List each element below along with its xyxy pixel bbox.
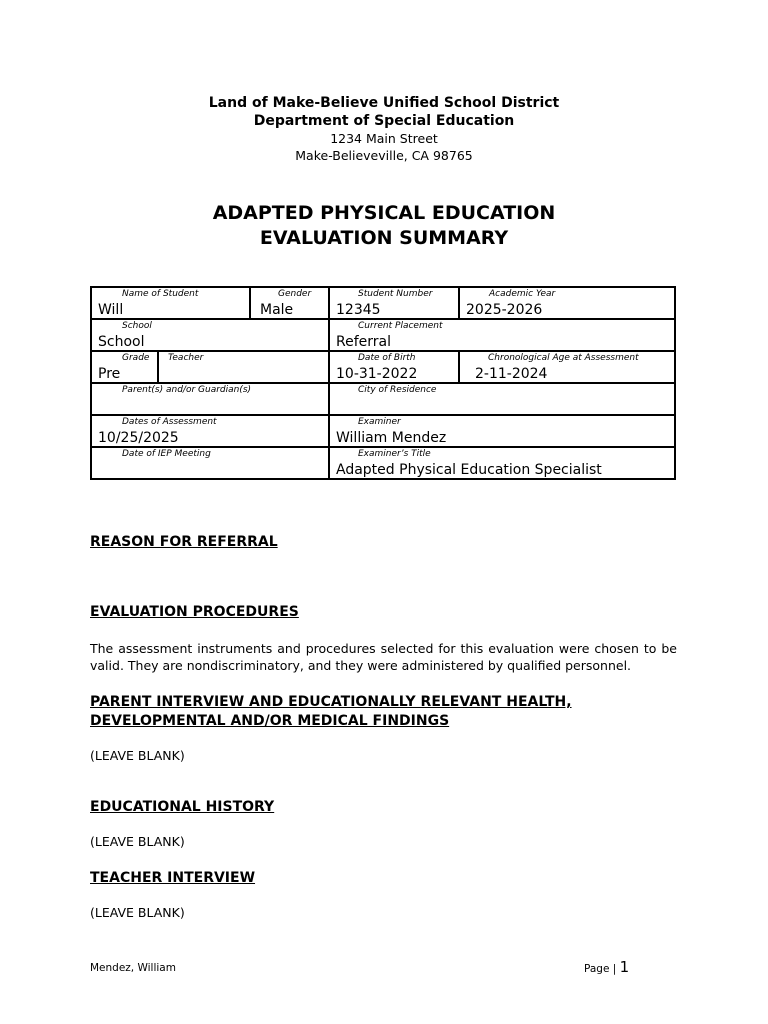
- placement-label: Current Placement: [358, 321, 443, 331]
- grade-teacher-cell: [91, 351, 329, 383]
- teacher-interview-text: (LEAVE BLANK): [90, 905, 185, 920]
- examiner-title-label: Examiner’s Title: [358, 449, 431, 459]
- age-label: Chronological Age at Assessment: [488, 353, 639, 363]
- dob-label: Date of Birth: [358, 353, 416, 363]
- evaluation-procedures-heading: EVALUATION PROCEDURES: [90, 604, 299, 620]
- student-info-table: [90, 286, 676, 480]
- student-number-cell: [329, 287, 459, 319]
- parents-cell: [91, 383, 329, 415]
- document-title: [0, 201, 768, 251]
- residence-cell: [329, 383, 675, 415]
- placement-cell: [329, 319, 675, 351]
- age-value: 2-11-2024: [475, 366, 548, 382]
- page-number: 1: [619, 958, 630, 976]
- page-label: Page |: [584, 963, 617, 975]
- city-address: Make-Believeville, CA 98765: [295, 148, 473, 163]
- district-name: Land of Make-Believe Unified School District: [208, 95, 560, 111]
- educational-history-text: (LEAVE BLANK): [90, 834, 185, 849]
- examiner-value: William Mendez: [336, 430, 447, 446]
- iep-meeting-label: Date of IEP Meeting: [122, 449, 211, 459]
- department-name: Department of Special Education: [253, 113, 515, 129]
- examiner-cell: [329, 415, 675, 447]
- grade-value: Pre: [98, 366, 121, 382]
- dob-value: 10-31-2022: [336, 366, 418, 382]
- footer-author: Mendez, William: [90, 962, 176, 974]
- examiner-title-value: Adapted Physical Education Specialist: [336, 462, 602, 478]
- student-name-value: Will: [98, 302, 124, 318]
- school-value: School: [98, 334, 145, 350]
- academic-year-value: 2025-2026: [466, 302, 543, 318]
- parent-interview-heading-line-2: DEVELOPMENTAL AND/OR MEDICAL FINDINGS: [90, 713, 450, 729]
- student-number-value: 12345: [336, 302, 381, 318]
- document-header: [0, 94, 768, 164]
- dob-age-cell: [329, 351, 675, 383]
- examiner-label: Examiner: [358, 417, 401, 427]
- footer-page: [584, 958, 629, 976]
- grade-label: Grade: [122, 353, 150, 363]
- gender-label: Gender: [278, 289, 312, 299]
- student-number-label: Student Number: [358, 289, 433, 299]
- iep-meeting-cell: [91, 447, 329, 479]
- examiner-title-cell: [329, 447, 675, 479]
- academic-year-cell: [459, 287, 675, 319]
- placement-value: Referral: [336, 334, 391, 350]
- title-line-2: EVALUATION SUMMARY: [259, 227, 509, 249]
- parent-interview-heading-line-1: PARENT INTERVIEW AND EDUCATIONALLY RELEVANT HEALTH,: [90, 694, 572, 710]
- assessment-dates-value: 10/25/2025: [98, 430, 179, 446]
- street-address: 1234 Main Street: [330, 131, 438, 146]
- student-name-label: Name of Student: [122, 289, 199, 299]
- grade-teacher-divider: [157, 352, 159, 382]
- academic-year-label: Academic Year: [489, 289, 556, 299]
- reason-for-referral-heading: REASON FOR REFERRAL: [90, 534, 278, 550]
- parents-label: Parent(s) and/or Guardian(s): [122, 385, 252, 395]
- evaluation-procedures-text: The assessment instruments and procedures selected for this evaluation were chosen to be valid. They are nondiscriminatory, and they were administered by qualified personnel.: [90, 641, 677, 673]
- gender-value: Male: [260, 302, 294, 318]
- residence-label: City of Residence: [358, 385, 437, 395]
- title-line-1: ADAPTED PHYSICAL EDUCATION: [212, 202, 556, 224]
- assessment-dates-label: Dates of Assessment: [122, 417, 217, 427]
- dob-age-divider: [458, 352, 460, 382]
- teacher-interview-heading: TEACHER INTERVIEW: [90, 870, 256, 886]
- school-label: School: [122, 321, 152, 331]
- parent-interview-heading: [90, 693, 572, 731]
- student-name-cell: [91, 287, 250, 319]
- school-cell: [91, 319, 329, 351]
- gender-cell: [250, 287, 329, 319]
- parent-interview-text: (LEAVE BLANK): [90, 748, 185, 763]
- assessment-dates-cell: [91, 415, 329, 447]
- teacher-label: Teacher: [168, 353, 204, 363]
- educational-history-heading: EDUCATIONAL HISTORY: [90, 799, 275, 815]
